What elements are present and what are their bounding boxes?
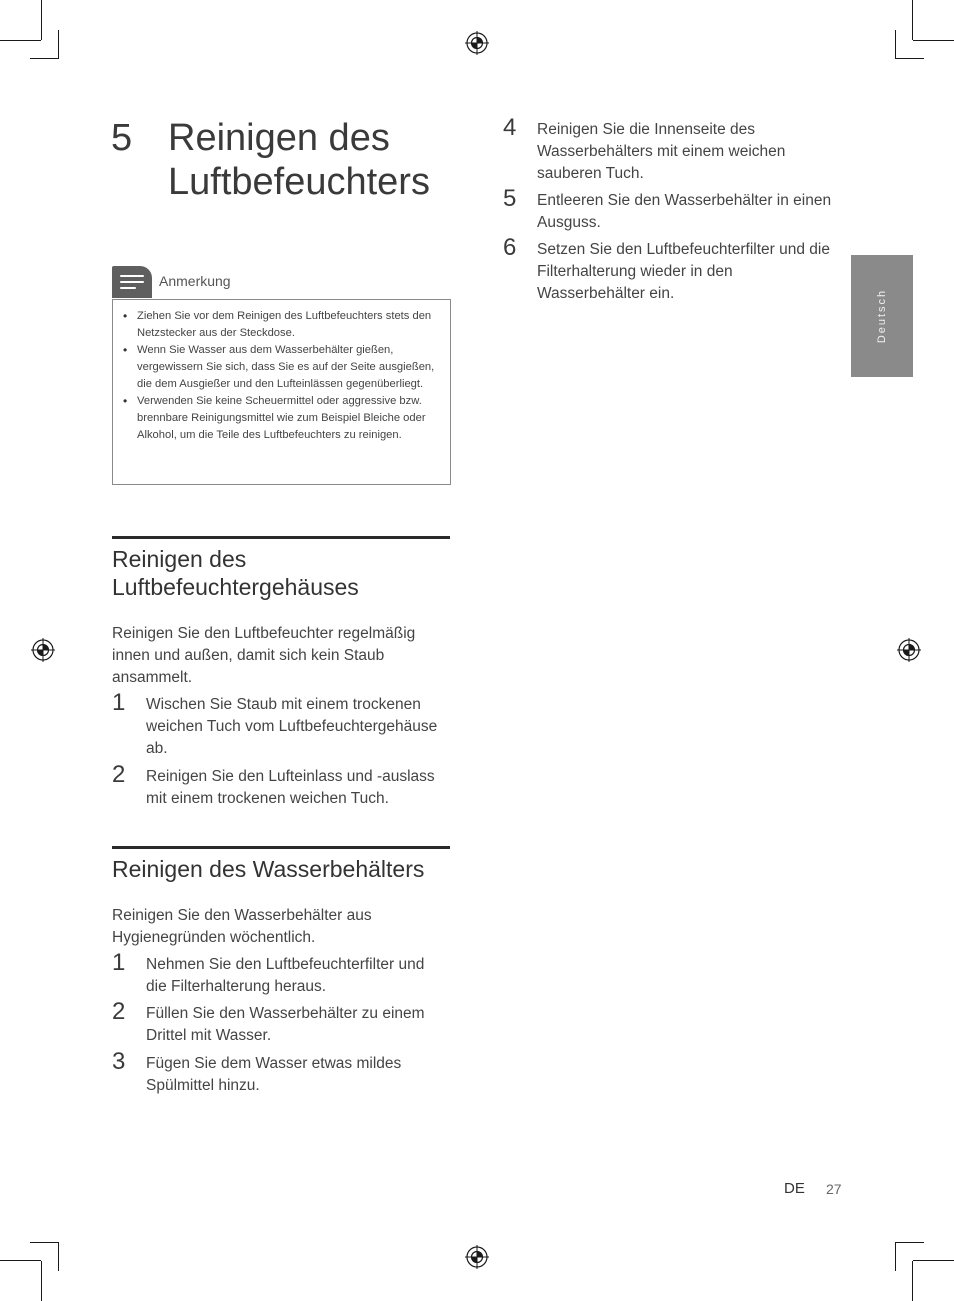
registration-mark-icon xyxy=(465,1245,489,1269)
note-header xyxy=(112,266,451,298)
note-box xyxy=(112,299,451,485)
note-item: • Wenn Sie Wasser aus dem Wasserbehälter gießen, vergewissern Sie sich, dass Sie es auf der Seite ausgießen, die dem Ausgießer und den Lufteinlässen gegenüberliegt. xyxy=(137,342,440,393)
crop-mark xyxy=(30,58,59,59)
section-rule xyxy=(112,846,450,849)
crop-mark xyxy=(913,1260,954,1261)
step-text: Reinigen Sie den Lufteinlass und -auslass mit einem trockenen weichen Tuch. xyxy=(146,768,435,807)
crop-mark xyxy=(30,1242,59,1243)
crop-mark xyxy=(895,1242,896,1271)
crop-mark xyxy=(41,1261,42,1301)
crop-mark xyxy=(58,1242,59,1271)
footer-language-code: DE xyxy=(784,1180,805,1197)
crop-mark xyxy=(912,0,913,40)
step-text: Fügen Sie dem Wasser etwas mildes Spülmittel hinzu. xyxy=(146,1055,402,1094)
step-number: 1 xyxy=(112,689,126,716)
step-text: Entleeren Sie den Wasserbehälter in einen Ausguss. xyxy=(537,192,832,231)
page-number: 27 xyxy=(826,1181,842,1197)
note-list xyxy=(113,300,450,444)
step-number: 2 xyxy=(112,998,126,1025)
crop-mark xyxy=(895,30,896,59)
chapter-number: 5 xyxy=(111,117,133,159)
note-item: • Ziehen Sie vor dem Reinigen des Luftbefeuchters stets den Netzstecker aus der Steckdose. xyxy=(137,308,440,342)
section-intro-tank: Reinigen Sie den Wasserbehälter aus Hygienegründen wöchentlich. xyxy=(112,907,372,946)
step-text: Nehmen Sie den Luftbefeuchterfilter und die Filterhalterung heraus. xyxy=(146,956,425,995)
step-text: Reinigen Sie die Innenseite des Wasserbehälters mit einem weichen sauberen Tuch. xyxy=(537,121,786,182)
registration-mark-icon xyxy=(897,638,921,662)
step-number: 6 xyxy=(503,234,517,261)
chapter-title: Reinigen des Luftbefeuchters xyxy=(168,117,430,203)
crop-mark xyxy=(913,40,954,41)
crop-mark xyxy=(0,1260,41,1261)
crop-mark xyxy=(41,0,42,40)
crop-mark xyxy=(912,1261,913,1301)
step-text: Wischen Sie Staub mit einem trockenen weichen Tuch vom Luftbefeuchtergehäuse ab. xyxy=(146,696,438,757)
language-side-tab-label: Deutsch xyxy=(876,288,888,344)
registration-mark-icon xyxy=(465,31,489,55)
crop-mark xyxy=(895,1242,924,1243)
section-intro-housing: Reinigen Sie den Luftbefeuchter regelmäßig innen und außen, damit sich kein Staub ansammelt. xyxy=(112,625,416,686)
crop-mark xyxy=(0,40,41,41)
step-text: Füllen Sie den Wasserbehälter zu einem Drittel mit Wasser. xyxy=(146,1005,425,1044)
language-side-tab xyxy=(851,255,913,377)
crop-mark xyxy=(895,58,924,59)
note-item: • Verwenden Sie keine Scheuermittel oder aggressive bzw. brennbare Reinigungsmittel wie zum Beispiel Bleiche oder Alkohol, um die Teile des Luftbefeuchters zu reinigen. xyxy=(137,393,440,444)
step-text: Setzen Sie den Luftbefeuchterfilter und die Filterhalterung wieder in den Wasserbehälter ein. xyxy=(537,241,830,302)
section-title-housing: Reinigen des Luftbefeuchtergehäuses xyxy=(112,546,359,600)
note-label: Anmerkung xyxy=(159,273,231,289)
crop-mark xyxy=(58,30,59,59)
section-rule xyxy=(112,536,450,539)
step-number: 1 xyxy=(112,949,126,976)
step-number: 4 xyxy=(503,114,517,141)
step-number: 2 xyxy=(112,761,126,788)
note-icon xyxy=(112,266,152,298)
registration-mark-icon xyxy=(31,638,55,662)
step-number: 5 xyxy=(503,185,517,212)
section-title-tank: Reinigen des Wasserbehälters xyxy=(112,856,425,882)
step-number: 3 xyxy=(112,1048,126,1075)
